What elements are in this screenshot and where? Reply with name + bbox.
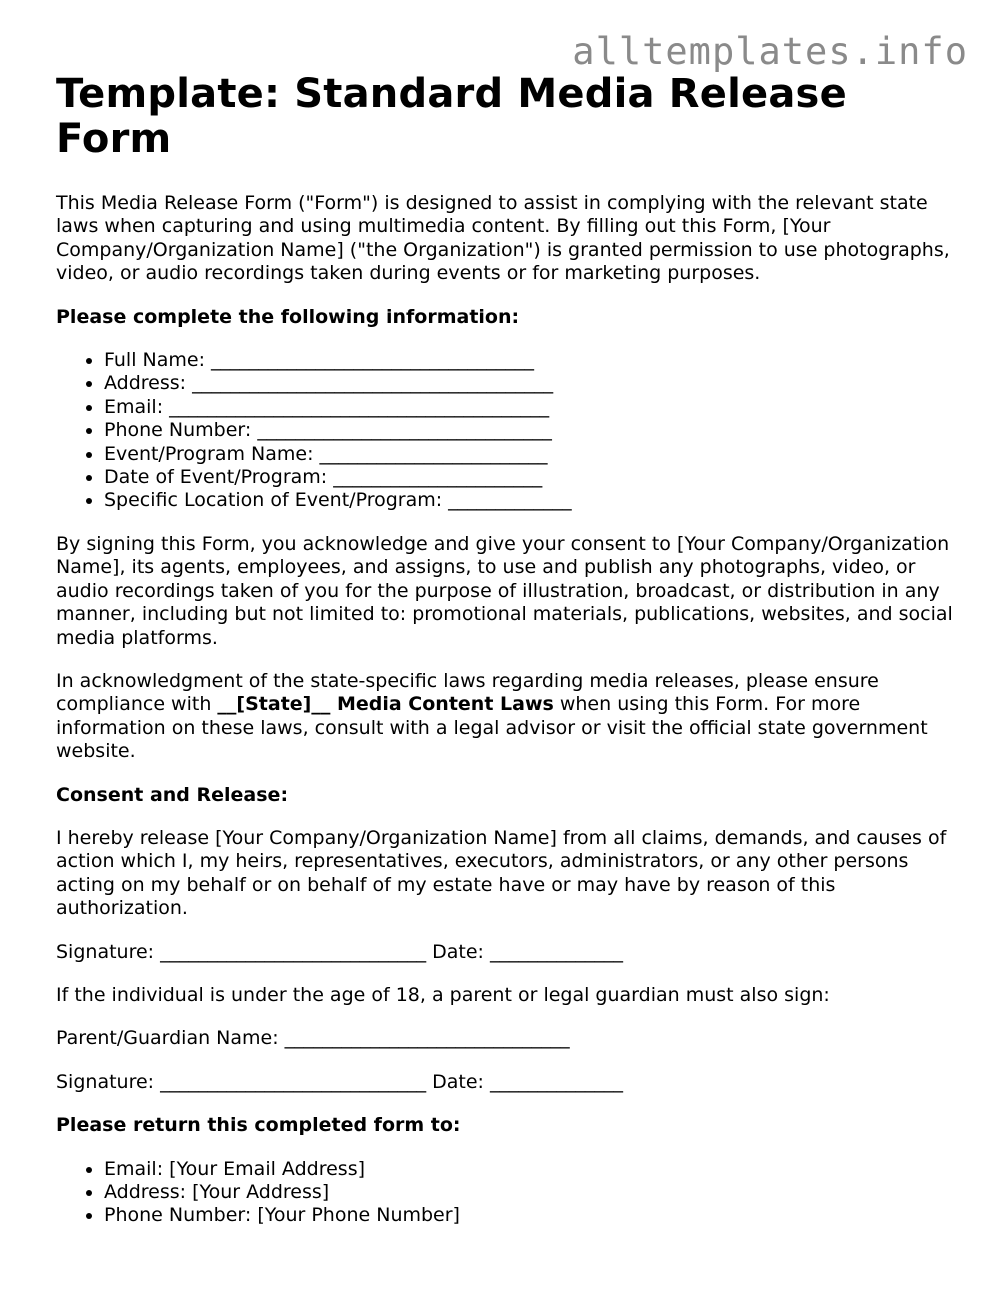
field-phone-number: • Phone Number: _______________________________ (104, 419, 956, 442)
return-email: • Email: [Your Email Address] (104, 1158, 956, 1181)
watermark: alltemplates.info (572, 30, 968, 73)
info-heading: Please complete the following information: (56, 305, 520, 328)
field-event-location: • Specific Location of Event/Program: _____________ (104, 489, 956, 512)
state-law-text-after: when using this Form. For more information on these laws, consult with a legal advisor or visit the official state government website. (56, 693, 928, 763)
return-address: • Address: [Your Address] (104, 1181, 956, 1204)
return-heading: Please return this completed form to: (56, 1114, 461, 1137)
field-full-name: • Full Name: __________________________________ (104, 349, 956, 372)
return-phone-number: • Phone Number: [Your Phone Number] (104, 1204, 956, 1227)
field-event-date: • Date of Event/Program: ______________________ (104, 466, 956, 489)
intro-paragraph: This Media Release Form ("Form") is designed to assist in complying with the relevant state laws when capturing and using multimedia content. By filling out this Form, [Your Company/Organization Name] ("the Organization") is granted permission to use photographs, video, or audio recordings taken during events or for marketing purposes. (56, 192, 950, 285)
state-law-paragraph (56, 670, 956, 764)
field-address: • Address: ______________________________________ (104, 372, 956, 395)
minor-notice: If the individual is under the age of 18, a parent or legal guardian must also sign: (56, 983, 830, 1006)
field-email: • Email: ________________________________________ (104, 396, 956, 419)
document-title: Template: Standard Media Release Form (56, 71, 847, 162)
return-contact-list (56, 1158, 956, 1228)
signature-line: Signature: ____________________________ Date: ______________ (56, 940, 623, 963)
release-heading: Consent and Release: (56, 783, 289, 806)
consent-paragraph: By signing this Form, you acknowledge and give your consent to [Your Company/Organization Name], its agents, employees, and assigns, to use and publish any photographs, video, or audio recordings taken of you for the purpose of illustration, broadcast, or distribution in any manner, including but not limited to: promotional materials, publications, websites, and social media platforms. (56, 532, 953, 649)
guardian-signature-line: Signature: ____________________________ Date: ______________ (56, 1070, 623, 1093)
document-page (56, 72, 956, 1228)
info-field-list (56, 349, 956, 513)
release-paragraph: I hereby release [Your Company/Organization Name] from all claims, demands, and causes of action which I, my heirs, representatives, executors, administrators, or any other persons acting on my behalf or on behalf of my estate have or may have by reason of this authorization. (56, 826, 947, 920)
state-law-text-before: In acknowledgment of the state-specific laws regarding media releases, please ensure compliance with (56, 669, 879, 716)
field-event-program-name: • Event/Program Name: ________________________ (104, 443, 956, 466)
state-law-name: __[State]__ Media Content Laws (217, 693, 554, 716)
guardian-name-line: Parent/Guardian Name: ______________________________ (56, 1027, 570, 1050)
